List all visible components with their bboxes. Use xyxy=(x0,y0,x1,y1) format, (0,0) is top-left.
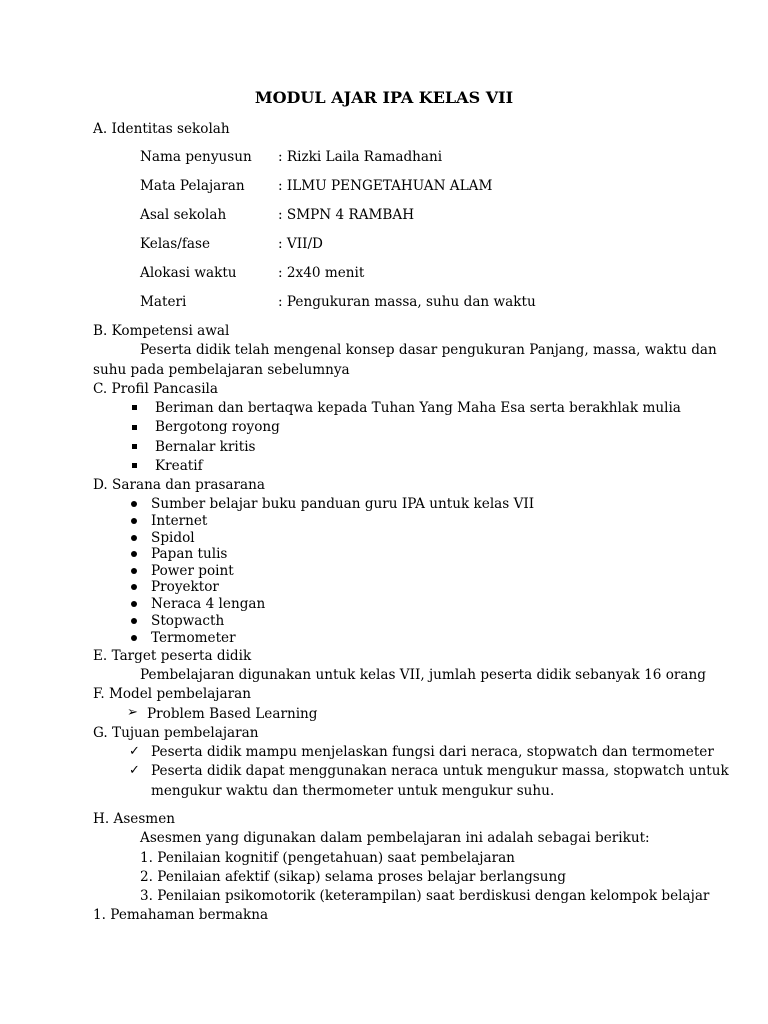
section-e-text: Pembelajaran digunakan untuk kelas VII, jumlah peserta didik sebanyak 16 orang xyxy=(140,667,706,683)
dot-bullet-icon xyxy=(131,568,137,574)
identity-value: : ILMU PENGETAHUAN ALAM xyxy=(278,178,493,194)
identity-value: : VII/D xyxy=(278,236,323,252)
list-item: Spidol xyxy=(151,530,195,546)
identity-label: Alokasi waktu xyxy=(140,265,237,281)
list-item: 2. Penilaian afektif (sikap) selama proses belajar berlangsung xyxy=(140,869,566,885)
list-item: Termometer xyxy=(151,630,236,646)
list-item: Papan tulis xyxy=(151,546,228,562)
square-bullet-icon xyxy=(132,463,137,468)
section-b-heading: B. Kompetensi awal xyxy=(93,323,230,339)
identity-value: : Rizki Laila Ramadhani xyxy=(278,149,443,165)
section-h-heading: H. Asesmen xyxy=(93,811,176,827)
section-d-heading: D. Sarana dan prasarana xyxy=(93,477,265,493)
section-f-heading: F. Model pembelajaran xyxy=(93,686,251,702)
list-item: Internet xyxy=(151,513,208,529)
dot-bullet-icon xyxy=(131,551,137,557)
list-item: Neraca 4 lengan xyxy=(151,596,266,612)
list-item: 3. Penilaian psikomotorik (keterampilan) saat berdiskusi dengan kelompok belajar xyxy=(140,888,710,904)
list-item-continuation: mengukur waktu dan thermometer untuk mengukur suhu. xyxy=(151,783,555,799)
list-item: Peserta didik dapat menggunakan neraca untuk mengukur massa, stopwatch untuk xyxy=(151,763,729,779)
list-item: Proyektor xyxy=(151,579,219,595)
square-bullet-icon xyxy=(132,405,137,410)
identity-value: : Pengukuran massa, suhu dan waktu xyxy=(278,294,536,310)
identity-label: Mata Pelajaran xyxy=(140,178,245,194)
list-item: Kreatif xyxy=(155,458,203,474)
dot-bullet-icon xyxy=(131,618,137,624)
identity-label: Asal sekolah xyxy=(140,207,227,223)
list-item: Peserta didik mampu menjelaskan fungsi dari neraca, stopwatch dan termometer xyxy=(151,744,714,760)
arrow-bullet-icon: ➢ xyxy=(127,705,138,720)
document-title: MODUL AJAR IPA KELAS VII xyxy=(254,88,514,107)
identity-label: Kelas/fase xyxy=(140,236,210,252)
dot-bullet-icon xyxy=(131,518,137,524)
list-item: Sumber belajar buku panduan guru IPA untuk kelas VII xyxy=(151,496,535,512)
dot-bullet-icon xyxy=(131,635,137,641)
identity-value: : 2x40 menit xyxy=(278,265,365,281)
list-item: Beriman dan bertaqwa kepada Tuhan Yang Maha Esa serta berakhlak mulia xyxy=(155,400,681,416)
dot-bullet-icon xyxy=(131,601,137,607)
list-item: Power point xyxy=(151,563,234,579)
section-h-intro: Asesmen yang digunakan dalam pembelajaran ini adalah sebagai berikut: xyxy=(140,830,650,846)
dot-bullet-icon xyxy=(131,584,137,590)
section-g-heading: G. Tujuan pembelajaran xyxy=(93,725,259,741)
list-item: Bergotong royong xyxy=(155,419,280,435)
checkmark-icon: ✓ xyxy=(129,763,140,778)
checkmark-icon: ✓ xyxy=(129,744,140,759)
identity-label: Nama penyusun xyxy=(140,149,252,165)
list-item: Bernalar kritis xyxy=(155,439,256,455)
identity-value: : SMPN 4 RAMBAH xyxy=(278,207,415,223)
section-b-text-line2: suhu pada pembelajaran sebelumnya xyxy=(93,362,350,378)
dot-bullet-icon xyxy=(131,535,137,541)
identity-label: Materi xyxy=(140,294,187,310)
list-item: Problem Based Learning xyxy=(147,706,318,722)
square-bullet-icon xyxy=(132,444,137,449)
list-item: 1. Penilaian kognitif (pengetahuan) saat pembelajaran xyxy=(140,850,515,866)
section-c-heading: C. Profil Pancasila xyxy=(93,381,219,397)
dot-bullet-icon xyxy=(131,501,137,507)
section-next-heading: 1. Pemahaman bermakna xyxy=(93,907,269,923)
list-item: Stopwacth xyxy=(151,613,225,629)
section-e-heading: E. Target peserta didik xyxy=(93,648,252,664)
section-a-heading: A. Identitas sekolah xyxy=(93,121,230,137)
square-bullet-icon xyxy=(132,425,137,430)
section-b-text-line1: Peserta didik telah mengenal konsep dasar pengukuran Panjang, massa, waktu dan xyxy=(140,342,717,358)
